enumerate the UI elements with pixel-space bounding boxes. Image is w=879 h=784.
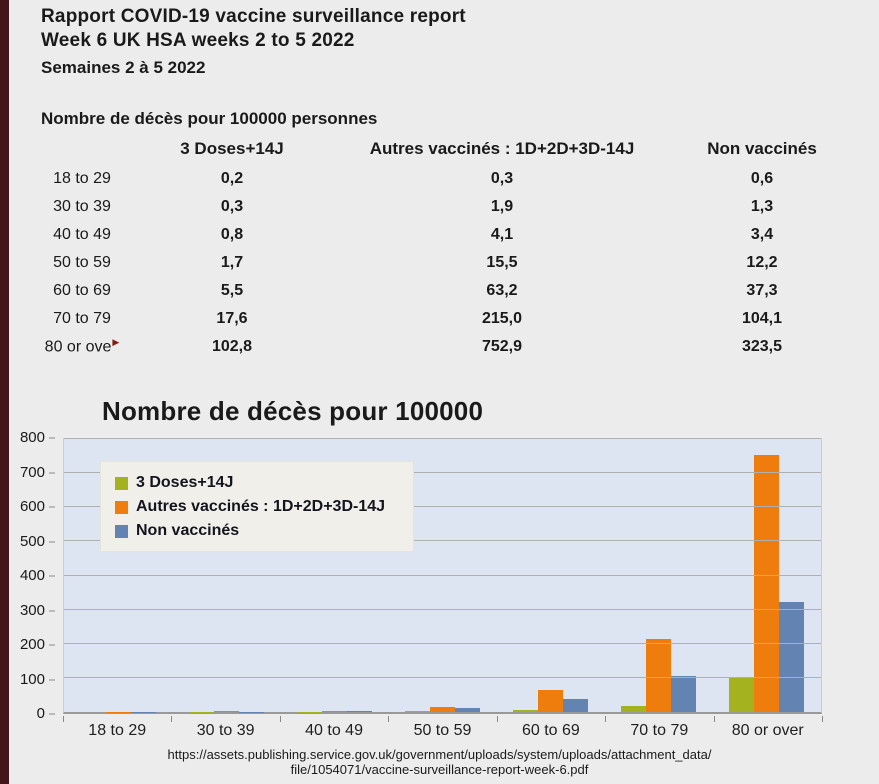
chart-legend <box>100 461 414 552</box>
row-label: 18 to 29 <box>53 170 111 187</box>
table-header-row <box>41 136 861 162</box>
bar <box>214 711 239 712</box>
bar <box>322 711 347 712</box>
row-label: 30 to 39 <box>53 198 111 215</box>
y-tick-label: 600 <box>19 498 45 516</box>
gridline <box>64 677 821 678</box>
legend-item <box>115 471 413 495</box>
gridline <box>64 575 821 576</box>
table-value: 1,7 <box>220 254 244 271</box>
table-value: 37,3 <box>746 282 778 299</box>
bar <box>779 602 804 712</box>
bar <box>455 708 480 712</box>
report-title-line1: Rapport COVID-19 vaccine surveillance report <box>41 6 466 27</box>
x-tick-label: 50 to 59 <box>413 722 472 739</box>
bar <box>621 706 646 712</box>
table-row <box>41 333 861 361</box>
y-tick-mark <box>49 507 55 508</box>
table-row <box>41 193 861 221</box>
bar-group <box>497 439 605 712</box>
table-value: 5,5 <box>220 282 244 299</box>
bar <box>729 677 754 712</box>
bar <box>646 639 671 712</box>
report-header <box>41 5 466 81</box>
report-title-line3: Semaines 2 à 5 2022 <box>41 58 206 77</box>
row-label: 40 to 49 <box>53 226 111 243</box>
legend-swatch-icon <box>115 477 128 490</box>
x-tick-mark <box>822 716 823 722</box>
chart-title: Nombre de décès pour 100000 <box>102 396 484 426</box>
deaths-table <box>41 109 861 361</box>
x-tick-label: 80 or over <box>731 722 804 739</box>
y-tick-mark <box>49 714 55 715</box>
table-title: Nombre de décès pour 100000 personnes <box>41 109 378 128</box>
y-tick-label: 400 <box>19 567 45 585</box>
bar <box>430 707 455 712</box>
table-value: 12,2 <box>746 254 778 271</box>
table-value: 215,0 <box>481 310 523 327</box>
x-tick-label: 60 to 69 <box>521 722 580 739</box>
bar-group <box>713 439 821 712</box>
y-tick-mark <box>49 541 55 542</box>
legend-label: Non vaccinés <box>136 522 240 539</box>
source-url <box>0 747 879 777</box>
legend-item <box>115 519 413 543</box>
x-tick-label: 70 to 79 <box>630 722 689 739</box>
table-value: 0,2 <box>220 170 244 187</box>
bar <box>671 676 696 712</box>
legend-item <box>115 495 413 519</box>
legend-label: 3 Doses+14J <box>136 474 234 491</box>
cursor-icon: ▶ <box>112 337 120 348</box>
table-value: 0,8 <box>220 226 244 243</box>
y-tick-mark <box>49 472 55 473</box>
table-body <box>41 165 861 361</box>
report-title-line2: Week 6 UK HSA weeks 2 to 5 2022 <box>41 30 355 51</box>
bar <box>538 690 563 712</box>
table-value: 0,6 <box>750 170 774 187</box>
table-value: 4,1 <box>490 226 514 243</box>
legend-swatch-icon <box>115 501 128 514</box>
bar <box>754 455 779 712</box>
table-value: 63,2 <box>486 282 518 299</box>
table-row <box>41 277 861 305</box>
row-label: 50 to 59 <box>53 254 111 271</box>
table-row <box>41 305 861 333</box>
y-tick-mark <box>49 576 55 577</box>
y-tick-mark <box>49 610 55 611</box>
bar-group <box>605 439 713 712</box>
y-tick-label: 200 <box>19 636 45 654</box>
y-tick-mark <box>49 645 55 646</box>
legend-label: Autres vaccinés : 1D+2D+3D-14J <box>136 498 386 515</box>
bar <box>347 711 372 712</box>
bar <box>563 699 588 712</box>
bar <box>405 711 430 712</box>
table-value: 104,1 <box>741 310 783 327</box>
y-tick-label: 800 <box>19 429 45 447</box>
x-tick-label: 30 to 39 <box>196 722 255 739</box>
table-row <box>41 249 861 277</box>
source-url-line1: https://assets.publishing.service.gov.uk/government/uploads/system/uploads/attachment_data/ <box>167 747 712 762</box>
column-header-nonvaccines: Non vaccinés <box>707 139 817 158</box>
gridline <box>64 438 821 439</box>
table-value: 102,8 <box>211 338 253 355</box>
y-tick-mark <box>49 679 55 680</box>
column-header-3doses: 3 Doses+14J <box>180 139 284 158</box>
y-tick-label: 700 <box>19 463 45 481</box>
legend-swatch-icon <box>115 525 128 538</box>
column-header-autres: Autres vaccinés : 1D+2D+3D-14J <box>369 139 635 158</box>
table-value: 752,9 <box>481 338 523 355</box>
table-value: 0,3 <box>220 198 244 215</box>
source-url-line2: file/1054071/vaccine-surveillance-report-week-6.pdf <box>290 762 589 777</box>
y-tick-label: 100 <box>19 670 45 688</box>
table-value: 323,5 <box>741 338 783 355</box>
y-axis <box>0 429 55 723</box>
row-label: 70 to 79 <box>53 310 111 327</box>
x-tick-label: 18 to 29 <box>88 722 147 739</box>
table-value: 0,3 <box>490 170 514 187</box>
table-value: 3,4 <box>750 226 774 243</box>
gridline <box>64 609 821 610</box>
x-axis <box>63 722 822 740</box>
table-row <box>41 221 861 249</box>
y-tick-label: 500 <box>19 532 45 550</box>
table-value: 17,6 <box>216 310 248 327</box>
y-tick-mark <box>49 438 55 439</box>
table-value: 15,5 <box>486 254 518 271</box>
bar <box>513 710 538 712</box>
y-tick-label: 300 <box>19 601 45 619</box>
x-tick-label: 40 to 49 <box>305 722 363 739</box>
gridline <box>64 643 821 644</box>
table-row <box>41 165 861 193</box>
table-value: 1,9 <box>490 198 514 215</box>
row-label: 80 or ove▶ <box>44 337 120 356</box>
y-tick-label: 0 <box>36 705 45 723</box>
table-value: 1,3 <box>750 198 774 215</box>
row-label: 60 to 69 <box>53 282 111 299</box>
